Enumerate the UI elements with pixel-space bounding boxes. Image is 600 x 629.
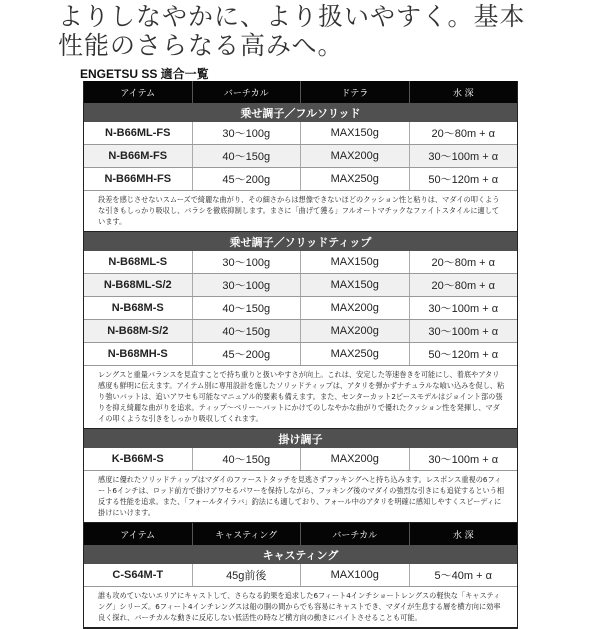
cell-item: N-B66MH-FS	[84, 168, 193, 190]
cell: 20～80m + α	[431, 280, 496, 292]
table-title: ENGETSU SS 適合一覧	[80, 67, 209, 81]
section-description: 誰も攻めていないエリアにキャストして、さらなる釣果を追求した6フィート4インチショートレングスの軽快な「キャスティング」シリーズ。6フィート4インチレングスは船の胴の間からでも容易にキャストでき、マダイが生息する層を横方向に効率良く探れ、バーチカルな動きに反応しない低活性の時など横方向の動きにバイトさせることも可能。	[84, 587, 517, 628]
cell: 30～100g	[193, 251, 302, 273]
table-header-casting	[84, 523, 517, 545]
compatibility-table	[83, 81, 518, 629]
cell: MAX250g	[301, 343, 410, 365]
cell: MAX150g	[301, 274, 410, 296]
cell: 30～100m + α	[428, 151, 499, 163]
cell: 45g前後	[193, 564, 302, 586]
cell: MAX200g	[301, 448, 410, 470]
cell: MAX250g	[301, 168, 410, 190]
table-row	[84, 448, 517, 471]
cell: 5～40m + α	[434, 570, 492, 582]
cell: 50～120m + α	[428, 349, 499, 361]
section-description: 段差を感じさせないスムーズで綺麗な曲がり、その細さからは想像できないほどのクッション性と粘りは、マダイの叩くような引きもしっかり吸収し、バラシを徹底抑制します。まさに「曲げて獲る」フルオートマチックなファイトスタイルに適しています。	[84, 191, 517, 232]
cell: 20～80m + α	[431, 257, 496, 269]
header-vertical: バーチカル	[301, 523, 410, 545]
cell-item: N-B66M-FS	[84, 145, 193, 167]
cell: 40～150g	[193, 320, 302, 342]
cell: 30～100g	[193, 274, 302, 296]
cell: MAX150g	[301, 122, 410, 144]
cell-item: N-B68ML-S/2	[84, 274, 193, 296]
header-dotera: ドテラ	[301, 81, 410, 103]
table-header	[84, 81, 517, 103]
section-title: 掛け調子	[84, 429, 517, 448]
cell: 30～100g	[193, 122, 302, 144]
table-row	[84, 168, 517, 191]
cell: 30～100m + α	[428, 326, 499, 338]
section-title: 乗せ調子／ソリッドティップ	[84, 232, 517, 251]
cell: MAX200g	[301, 145, 410, 167]
table-row	[84, 122, 517, 145]
table-row	[84, 343, 517, 366]
cell: MAX200g	[301, 297, 410, 319]
table-row	[84, 297, 517, 320]
cell: MAX200g	[301, 320, 410, 342]
header-depth: 水 深	[452, 88, 474, 99]
header-casting: キャスティング	[193, 523, 302, 545]
cell: 20～80m + α	[431, 128, 496, 140]
table-row	[84, 145, 517, 168]
section-title: 乗せ調子／フルソリッド	[84, 103, 517, 122]
table-row	[84, 251, 517, 274]
cell-item: N-B68M-S/2	[84, 320, 193, 342]
cell: 30～100m + α	[428, 303, 499, 315]
cell-item: K-B66M-S	[84, 448, 193, 470]
header-item: アイテム	[84, 81, 193, 103]
cell-item: N-B68MH-S	[84, 343, 193, 365]
section-description: レングスと重量バランスを見直すことで持ち重りと扱いやすさが向上。これは、安定した等速巻きを可能にし、着底やアタリ感度も鮮明に伝えます。アイテム別に専用設計を施したソリッドティップは、アタリを弾かずナチュラルな喰い込みを促し、粘り強いバットは、追いアワセも可能なマニュアル的要素も備えます。また、センターカット2ピースモデルはジョイント部の張りを抑え綺麗な曲がりを追求。ティップ～ベリー～バットにかけてのしなやかな曲がりで優れたクッション性を発揮し、マダイの叩くような引きをしっかり吸収してくれます。	[84, 366, 517, 429]
cell: 40～150g	[193, 145, 302, 167]
cell: MAX100g	[301, 564, 410, 586]
cell: 45～200g	[193, 343, 302, 365]
cell-item: N-B66ML-FS	[84, 122, 193, 144]
header-depth: 水 深	[452, 530, 474, 541]
cell: 50～120m + α	[428, 174, 499, 186]
cell: 40～150g	[193, 297, 302, 319]
cell: 45～200g	[193, 168, 302, 190]
cell-item: C-S64M-T	[84, 564, 193, 586]
cell-item: N-B68ML-S	[84, 251, 193, 273]
cell-item: N-B68M-S	[84, 297, 193, 319]
headline: よりしなやかに、より扱いやすく。基本性能のさらなる高みへ。	[58, 2, 526, 60]
table-row	[84, 564, 517, 587]
cell: 40～150g	[193, 448, 302, 470]
section-title: キャスティング	[84, 545, 517, 564]
cell: MAX150g	[301, 251, 410, 273]
table-row	[84, 320, 517, 343]
cell: 30～100m + α	[428, 454, 499, 466]
section-description: 感度に優れたソリッドティップはマダイのファーストタッチを見逃さずフッキングへと持ち込みます。レスポンス重視の6フィート6インチは、ロッド前方で掛けアワセるパワーを保持しながら、フッキング後のマダイの強烈な引きにも追従するという相反する性能を追求。また、「フォールタイラバ」釣法にも適しており、フォール中のアタリを明確に感知しやすくスピーディに掛けにいけます。	[84, 471, 517, 523]
table-row	[84, 274, 517, 297]
header-item: アイテム	[84, 523, 193, 545]
header-vertical: バーチカル	[193, 81, 302, 103]
